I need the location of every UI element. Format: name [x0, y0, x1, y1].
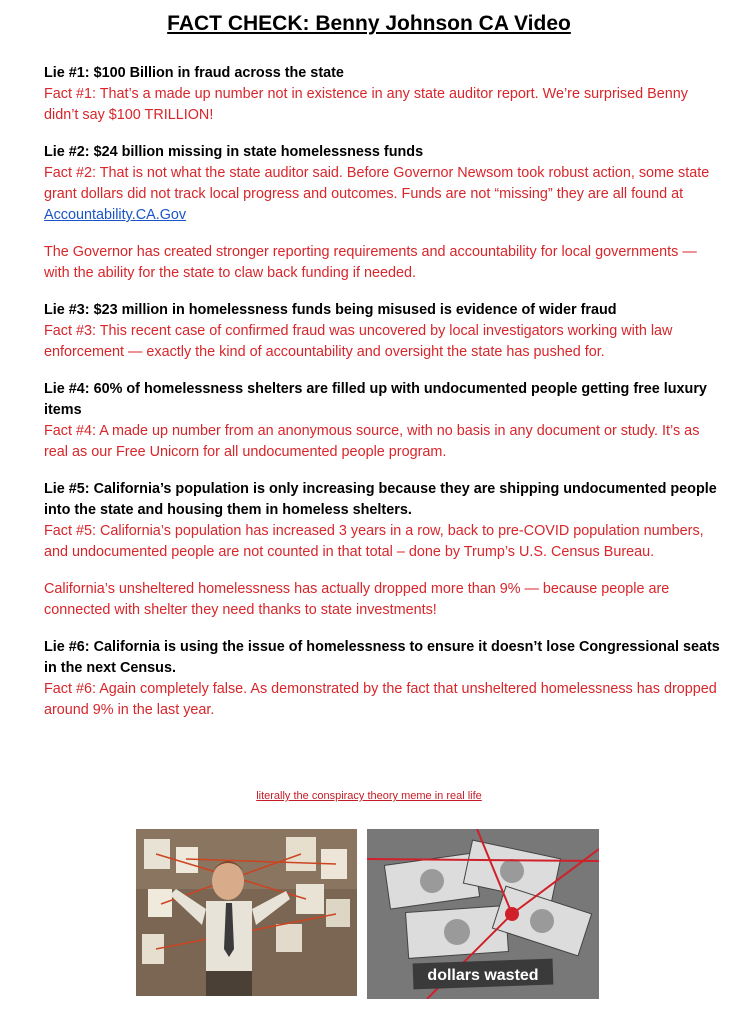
dollars-wasted-image: [367, 829, 599, 999]
item-1: [44, 63, 724, 126]
item-6: [44, 637, 724, 721]
item-2-extra: [44, 242, 724, 284]
fact-2-text: Fact #2: That is not what the state auditor said. Before Governor Newsom took robust action, some state grant dollars did not track local progress and outcomes. Funds are not “missing” they are all found at: [44, 165, 710, 202]
meme-caption: literally the conspiracy theory meme in real life: [256, 790, 482, 802]
lie-3: Lie #3: $23 million in homelessness funds being misused is evidence of wider fraud: [44, 302, 617, 318]
item-5-extra: [44, 579, 724, 621]
homelessness-note: California’s unsheltered homelessness has actually dropped more than 9% — because people are connected with shelter they need thanks to state investments!: [44, 581, 670, 618]
fact-1: Fact #1: That’s a made up number not in existence in any state auditor report. We’re surprised Benny didn’t say $100 TRILLION!: [44, 86, 688, 123]
page-title: FACT CHECK: Benny Johnson CA Video: [167, 12, 571, 35]
lie-1: Lie #1: $100 Billion in fraud across the state: [44, 65, 344, 81]
conspiracy-meme-image: [136, 829, 357, 996]
dollars-wasted-label: dollars wasted: [427, 967, 539, 984]
item-2: [44, 142, 724, 226]
fact-5: Fact #5: California’s population has increased 3 years in a row, back to pre-COVID population numbers, and undocumented people are not counted in that total – done by Trump’s U.S. Census Bureau.: [44, 523, 704, 560]
governor-note: The Governor has created stronger reporting requirements and accountability for local governments — with the ability for the state to claw back funding if needed.: [44, 244, 697, 281]
lie-6: Lie #6: California is using the issue of homelessness to ensure it doesn’t lose Congressional seats in the next Census.: [44, 639, 720, 676]
fact-3: Fact #3: This recent case of confirmed fraud was uncovered by local investigators working with law enforcement — exactly the kind of accountability and oversight the state has pushed for.: [44, 323, 673, 360]
fact-check-list: [44, 63, 724, 737]
fact-4: Fact #4: A made up number from an anonymous source, with no basis in any document or study. It’s as real as our Free Unicorn for all undocumented people program.: [44, 423, 700, 460]
lie-5: Lie #5: California’s population is only increasing because they are shipping undocumented people into the state and housing them in homeless shelters.: [44, 481, 717, 518]
item-3: [44, 300, 724, 363]
lie-4: Lie #4: 60% of homelessness shelters are filled up with undocumented people getting free luxury items: [44, 381, 707, 418]
item-4: [44, 379, 724, 463]
lie-2: Lie #2: $24 billion missing in state homelessness funds: [44, 144, 424, 160]
fact-6: Fact #6: Again completely false. As demonstrated by the fact that unsheltered homelessness has dropped around 9% in the last year.: [44, 681, 717, 718]
fact-2: [44, 163, 724, 226]
accountability-link[interactable]: Accountability.CA.Gov: [44, 207, 187, 223]
item-5: [44, 479, 724, 563]
